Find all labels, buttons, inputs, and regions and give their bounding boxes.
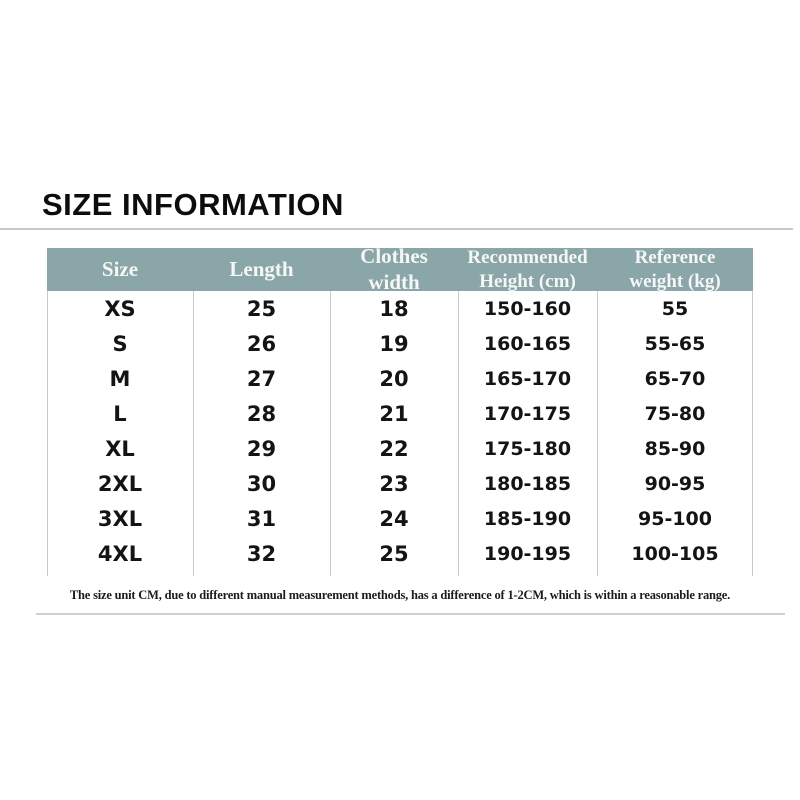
cell-size: XL — [105, 436, 135, 461]
cell-size: 4XL — [97, 541, 143, 566]
cell-height: 185-190 — [483, 507, 572, 530]
header-label: Clothes — [360, 243, 428, 268]
cell-width: 19 — [379, 331, 409, 356]
column-divider — [597, 291, 598, 576]
size-table — [47, 243, 753, 614]
title-underline — [0, 228, 793, 230]
cell-weight: 55 — [661, 297, 689, 320]
cell-length: 28 — [246, 401, 277, 426]
table-row-xl — [47, 431, 753, 466]
header-label: Length — [229, 257, 294, 281]
cell-width: 18 — [379, 296, 409, 321]
cell-length: 32 — [246, 541, 277, 566]
cell-width: 21 — [379, 401, 409, 426]
table-left-border — [47, 291, 48, 576]
header-cell-length — [193, 248, 330, 291]
header-cell-clothes-width — [330, 243, 458, 294]
table-row-3xl — [47, 501, 753, 536]
table-row-s — [47, 326, 753, 361]
cell-length: 31 — [246, 506, 277, 531]
header-label: weight (kg) — [629, 270, 721, 292]
cell-width: 23 — [379, 471, 409, 496]
cell-size: 2XL — [97, 471, 143, 496]
header-cell-reference-weight — [597, 248, 753, 291]
size-footnote: The size unit CM, due to different manual measurement methods, has a difference of 1-2CM, which is within a reasonable range. — [69, 587, 731, 602]
cell-width: 20 — [379, 366, 409, 391]
header-label: width — [368, 269, 420, 294]
cell-weight: 95-100 — [638, 507, 712, 530]
table-row-xs — [47, 291, 753, 326]
cell-length: 30 — [246, 471, 277, 496]
header-label: Size — [101, 257, 139, 281]
cell-length: 25 — [246, 296, 277, 321]
table-row-m — [47, 361, 753, 396]
table-header-row — [47, 243, 753, 294]
table-body — [47, 291, 753, 576]
header-label: Recommended — [467, 247, 588, 269]
cell-size: M — [109, 366, 131, 391]
cell-height: 160-165 — [483, 332, 572, 355]
cell-weight: 55-65 — [644, 332, 706, 355]
cell-weight: 90-95 — [644, 472, 706, 495]
cell-weight: 100-105 — [631, 542, 719, 565]
table-row-l — [47, 396, 753, 431]
bottom-divider — [36, 613, 785, 615]
header-label: Reference — [634, 247, 716, 269]
column-divider — [458, 291, 459, 576]
cell-width: 25 — [379, 541, 409, 566]
cell-weight: 85-90 — [644, 437, 706, 460]
cell-height: 150-160 — [483, 297, 572, 320]
cell-length: 27 — [246, 366, 277, 391]
cell-height: 175-180 — [483, 437, 572, 460]
header-label: Height (cm) — [479, 270, 576, 292]
cell-height: 165-170 — [483, 367, 572, 390]
table-row-2xl — [47, 466, 753, 501]
header-cell-size — [47, 248, 193, 291]
cell-width: 22 — [379, 436, 409, 461]
table-row-4xl — [47, 536, 753, 571]
page-title: SIZE INFORMATION — [42, 187, 344, 222]
column-divider — [193, 291, 194, 576]
table-right-border — [752, 291, 753, 576]
cell-width: 24 — [379, 506, 409, 531]
cell-size: 3XL — [97, 506, 143, 531]
column-divider — [330, 291, 331, 576]
cell-height: 170-175 — [483, 402, 572, 425]
cell-length: 26 — [246, 331, 277, 356]
cell-size: L — [113, 401, 127, 426]
cell-size: S — [112, 331, 128, 356]
cell-weight: 65-70 — [644, 367, 706, 390]
cell-height: 180-185 — [483, 472, 572, 495]
cell-weight: 75-80 — [644, 402, 706, 425]
header-cell-recommended-height — [458, 248, 597, 291]
cell-size: XS — [104, 296, 136, 321]
cell-length: 29 — [246, 436, 277, 461]
cell-height: 190-195 — [483, 542, 572, 565]
